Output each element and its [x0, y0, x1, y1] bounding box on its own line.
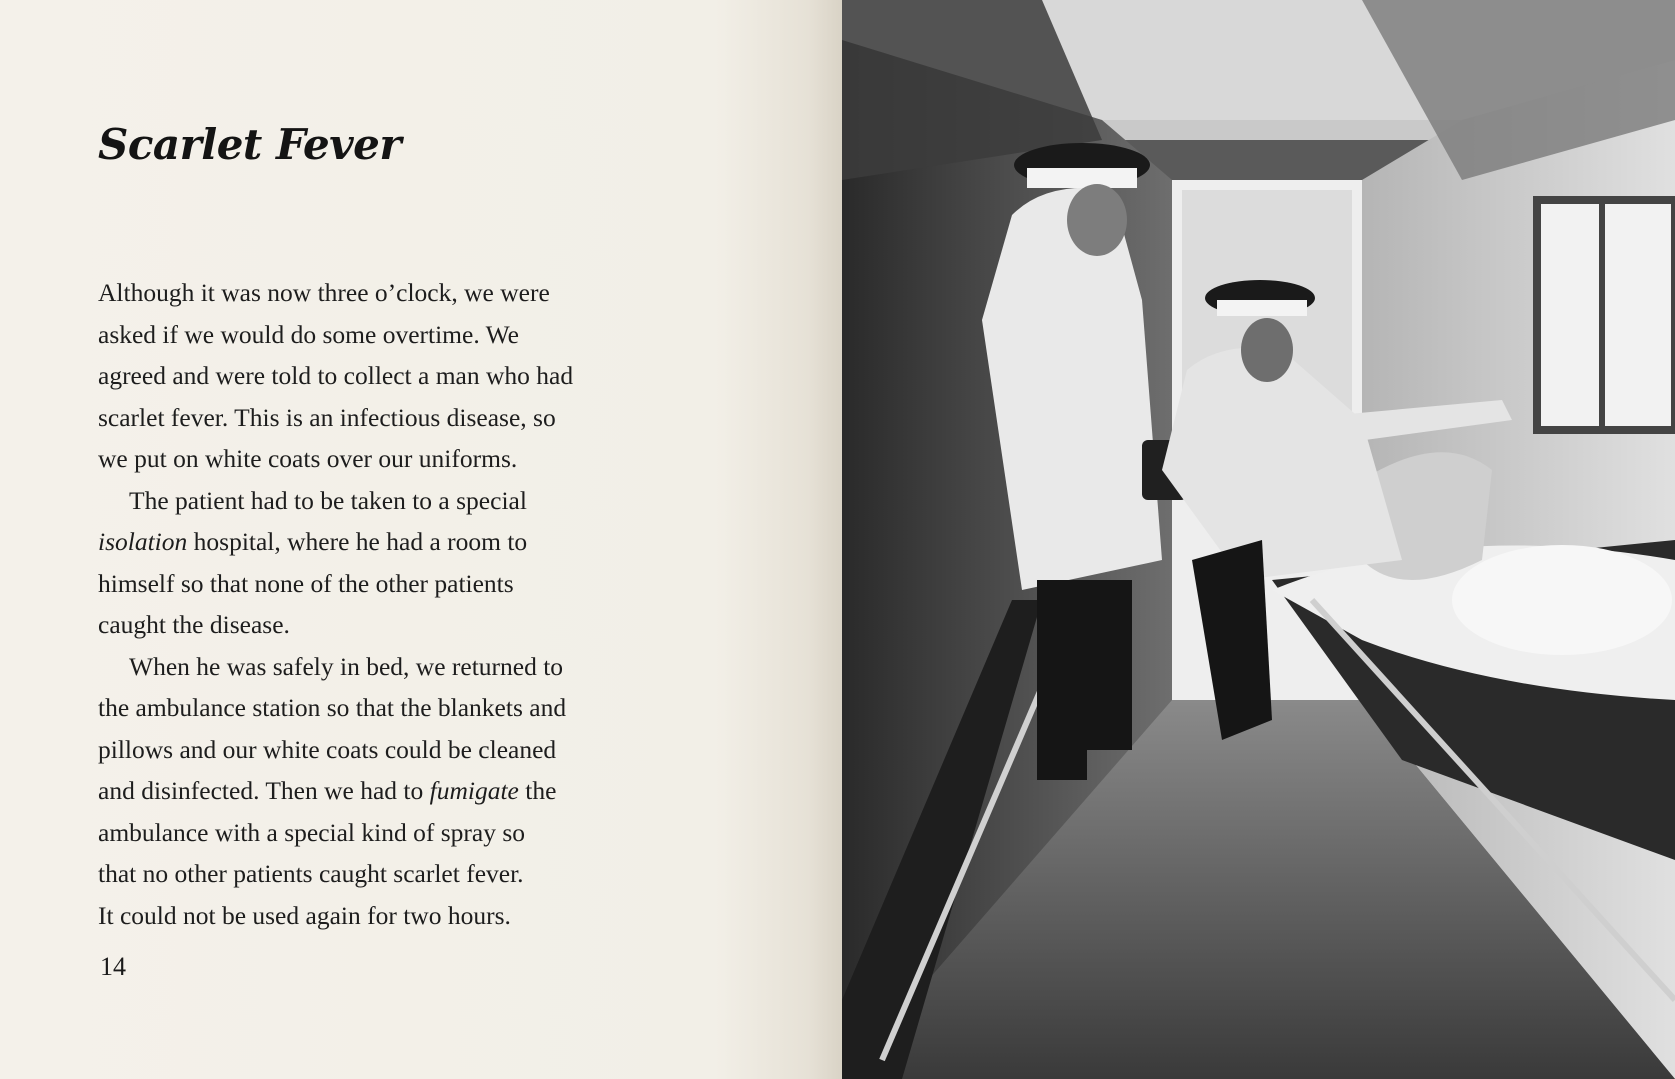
text-line: pillows and our white coats could be cleaned: [98, 734, 557, 764]
text-line: The patient had to be taken to a special: [129, 485, 527, 515]
text-line: isolation hospital, where he had a room to: [98, 527, 528, 556]
text-line: that no other patients caught scarlet fever.: [98, 859, 524, 888]
emphasized-word: isolation: [98, 527, 188, 556]
emphasized-word: fumigate: [429, 776, 519, 805]
text-line: Although it was now three o’clock, we were: [98, 278, 550, 307]
page-title: Scarlet Fever: [98, 120, 401, 169]
text-line: we put on white coats over our uniforms.: [98, 444, 518, 473]
text-line: agreed and were told to collect a man who had: [98, 361, 574, 390]
text-line: the ambulance station so that the blankets and: [98, 693, 567, 722]
text-line: It could not be used again for two hours.: [98, 900, 511, 930]
photo-illustration: [842, 0, 1675, 1079]
photo-ambulance-interior: [842, 0, 1675, 1079]
text-line: caught the disease.: [98, 610, 290, 639]
text-line: and disinfected. Then we had to fumigate the: [98, 776, 557, 805]
body-text: [98, 272, 738, 936]
text-line: scarlet fever. This is an infectious disease, so: [98, 402, 556, 432]
text-line: himself so that none of the other patients: [98, 568, 514, 598]
text-line: asked if we would do some overtime. We: [98, 319, 519, 349]
text-line: When he was safely in bed, we returned to: [129, 651, 564, 681]
text-line: ambulance with a special kind of spray so: [98, 817, 526, 847]
page-number: 14: [100, 952, 126, 981]
